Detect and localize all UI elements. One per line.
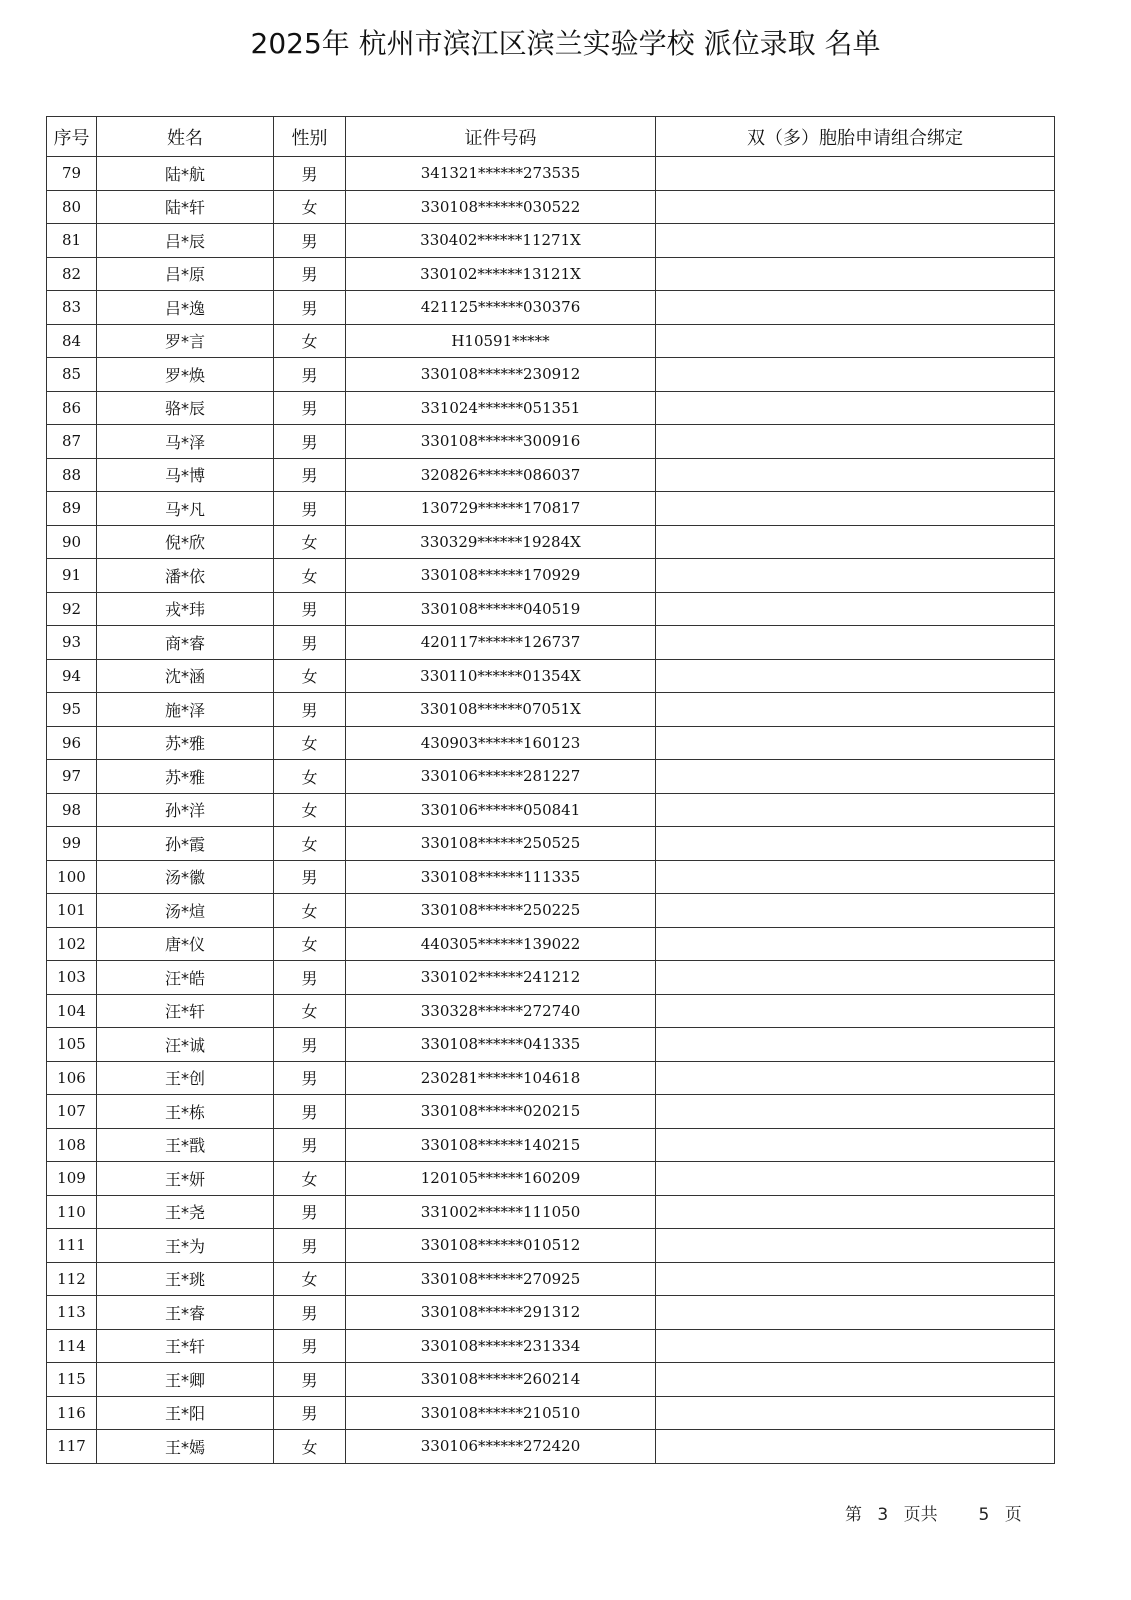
- twin-binding-cell: [656, 525, 1055, 559]
- table-row: [47, 1430, 1055, 1464]
- student-name-cell: 王*妍: [97, 1162, 274, 1196]
- student-name-cell: 王*阳: [97, 1396, 274, 1430]
- table-row: [47, 324, 1055, 358]
- gender-cell: 女: [274, 827, 346, 861]
- twin-binding-cell: [656, 659, 1055, 693]
- twin-binding-cell: [656, 1262, 1055, 1296]
- id-number-cell: 430903******160123: [346, 726, 656, 760]
- id-number-cell: 330108******260214: [346, 1363, 656, 1397]
- gender-cell: 男: [274, 391, 346, 425]
- gender-cell: 女: [274, 324, 346, 358]
- student-name-cell: 吕*逸: [97, 291, 274, 325]
- student-name-cell: 马*博: [97, 458, 274, 492]
- table-row: [47, 1296, 1055, 1330]
- table-row: [47, 793, 1055, 827]
- table-row: [47, 827, 1055, 861]
- table-header-row: [47, 117, 1055, 157]
- footer-prefix: 第: [845, 1505, 862, 1525]
- student-name-cell: 罗*焕: [97, 358, 274, 392]
- student-name-cell: 王*睿: [97, 1296, 274, 1330]
- twin-binding-cell: [656, 425, 1055, 459]
- table-row: [47, 1396, 1055, 1430]
- twin-binding-cell: [656, 391, 1055, 425]
- id-number-cell: 330108******030522: [346, 190, 656, 224]
- twin-binding-cell: [656, 458, 1055, 492]
- row-index-cell: 83: [47, 291, 97, 325]
- id-number-cell: 330106******281227: [346, 760, 656, 794]
- student-name-cell: 唐*仪: [97, 927, 274, 961]
- table-row: [47, 224, 1055, 258]
- table-row: [47, 1363, 1055, 1397]
- footer-current-page: 3: [877, 1505, 889, 1525]
- id-number-cell: 330108******041335: [346, 1028, 656, 1062]
- id-number-cell: 330108******231334: [346, 1329, 656, 1363]
- row-index-cell: 112: [47, 1262, 97, 1296]
- table-row: [47, 1128, 1055, 1162]
- twin-binding-cell: [656, 1229, 1055, 1263]
- row-index-cell: 109: [47, 1162, 97, 1196]
- gender-cell: 女: [274, 1430, 346, 1464]
- gender-cell: 女: [274, 190, 346, 224]
- table-row: [47, 927, 1055, 961]
- twin-binding-cell: [656, 559, 1055, 593]
- row-index-cell: 79: [47, 157, 97, 191]
- id-number-cell: 230281******104618: [346, 1061, 656, 1095]
- twin-binding-cell: [656, 1028, 1055, 1062]
- row-index-cell: 106: [47, 1061, 97, 1095]
- student-name-cell: 汪*皓: [97, 961, 274, 995]
- row-index-cell: 88: [47, 458, 97, 492]
- row-index-cell: 115: [47, 1363, 97, 1397]
- twin-binding-cell: [656, 1430, 1055, 1464]
- row-index-cell: 104: [47, 994, 97, 1028]
- student-name-cell: 戎*玮: [97, 592, 274, 626]
- twin-binding-cell: [656, 793, 1055, 827]
- id-number-cell: 330329******19284X: [346, 525, 656, 559]
- page-title: 2025年 杭州市滨江区滨兰实验学校 派位录取 名单: [250, 27, 881, 60]
- student-name-cell: 汪*轩: [97, 994, 274, 1028]
- student-name-cell: 马*凡: [97, 492, 274, 526]
- id-number-cell: 330102******241212: [346, 961, 656, 995]
- id-number-cell: 330108******291312: [346, 1296, 656, 1330]
- gender-cell: 女: [274, 559, 346, 593]
- student-name-cell: 王*戬: [97, 1128, 274, 1162]
- twin-binding-cell: [656, 1363, 1055, 1397]
- twin-binding-cell: [656, 324, 1055, 358]
- table-row: [47, 626, 1055, 660]
- gender-cell: 女: [274, 994, 346, 1028]
- table-row: [47, 994, 1055, 1028]
- twin-binding-cell: [656, 961, 1055, 995]
- gender-cell: 男: [274, 1128, 346, 1162]
- twin-binding-cell: [656, 994, 1055, 1028]
- twin-binding-cell: [656, 860, 1055, 894]
- row-index-cell: 91: [47, 559, 97, 593]
- gender-cell: 男: [274, 961, 346, 995]
- row-index-cell: 81: [47, 224, 97, 258]
- row-index-cell: 98: [47, 793, 97, 827]
- gender-cell: 男: [274, 1296, 346, 1330]
- student-name-cell: 王*珧: [97, 1262, 274, 1296]
- student-name-cell: 陆*轩: [97, 190, 274, 224]
- table-row: [47, 1095, 1055, 1129]
- footer-total-pages: 5: [978, 1505, 990, 1525]
- row-index-cell: 105: [47, 1028, 97, 1062]
- student-name-cell: 汤*徽: [97, 860, 274, 894]
- student-name-cell: 汤*煊: [97, 894, 274, 928]
- id-number-cell: H10591*****: [346, 324, 656, 358]
- twin-binding-cell: [656, 257, 1055, 291]
- table-row: [47, 458, 1055, 492]
- row-index-cell: 94: [47, 659, 97, 693]
- student-name-cell: 王*轩: [97, 1329, 274, 1363]
- id-number-cell: 330108******140215: [346, 1128, 656, 1162]
- student-name-cell: 汪*诚: [97, 1028, 274, 1062]
- twin-binding-cell: [656, 492, 1055, 526]
- table-row: [47, 1262, 1055, 1296]
- twin-binding-cell: [656, 1396, 1055, 1430]
- id-number-cell: 330108******020215: [346, 1095, 656, 1129]
- gender-cell: 女: [274, 1262, 346, 1296]
- table-row: [47, 291, 1055, 325]
- row-index-cell: 107: [47, 1095, 97, 1129]
- student-name-cell: 陆*航: [97, 157, 274, 191]
- twin-binding-cell: [656, 927, 1055, 961]
- gender-cell: 男: [274, 224, 346, 258]
- gender-cell: 男: [274, 1028, 346, 1062]
- gender-cell: 女: [274, 1162, 346, 1196]
- twin-binding-cell: [656, 157, 1055, 191]
- twin-binding-cell: [656, 1162, 1055, 1196]
- gender-cell: 女: [274, 894, 346, 928]
- id-number-cell: 331024******051351: [346, 391, 656, 425]
- gender-cell: 男: [274, 626, 346, 660]
- table-row: [47, 894, 1055, 928]
- id-number-cell: 420117******126737: [346, 626, 656, 660]
- student-name-cell: 苏*雅: [97, 760, 274, 794]
- gender-cell: 男: [274, 693, 346, 727]
- gender-cell: 男: [274, 860, 346, 894]
- id-number-cell: 330108******250525: [346, 827, 656, 861]
- id-number-cell: 421125******030376: [346, 291, 656, 325]
- table-row: [47, 391, 1055, 425]
- row-index-cell: 93: [47, 626, 97, 660]
- twin-binding-cell: [656, 358, 1055, 392]
- gender-cell: 男: [274, 358, 346, 392]
- header-name: 姓名: [97, 117, 274, 157]
- twin-binding-cell: [656, 894, 1055, 928]
- twin-binding-cell: [656, 693, 1055, 727]
- row-index-cell: 86: [47, 391, 97, 425]
- table-row: [47, 559, 1055, 593]
- header-index: 序号: [47, 117, 97, 157]
- table-row: [47, 492, 1055, 526]
- table-row: [47, 1329, 1055, 1363]
- id-number-cell: 320826******086037: [346, 458, 656, 492]
- row-index-cell: 95: [47, 693, 97, 727]
- table-row: [47, 425, 1055, 459]
- table-row: [47, 693, 1055, 727]
- admission-table: [46, 116, 1055, 1464]
- twin-binding-cell: [656, 1296, 1055, 1330]
- table-row: [47, 1061, 1055, 1095]
- twin-binding-cell: [656, 1061, 1055, 1095]
- gender-cell: 男: [274, 458, 346, 492]
- student-name-cell: 骆*辰: [97, 391, 274, 425]
- twin-binding-cell: [656, 626, 1055, 660]
- row-index-cell: 117: [47, 1430, 97, 1464]
- row-index-cell: 108: [47, 1128, 97, 1162]
- footer-suffix: 页: [1004, 1505, 1022, 1525]
- table-body: [47, 157, 1055, 1464]
- table-row: [47, 157, 1055, 191]
- gender-cell: 女: [274, 927, 346, 961]
- header-gender: 性别: [274, 117, 346, 157]
- admission-table-container: [46, 116, 1054, 1464]
- header-twin-binding: 双（多）胞胎申请组合绑定: [656, 117, 1055, 157]
- gender-cell: 男: [274, 425, 346, 459]
- id-number-cell: 130729******170817: [346, 492, 656, 526]
- id-number-cell: 330108******010512: [346, 1229, 656, 1263]
- row-index-cell: 100: [47, 860, 97, 894]
- student-name-cell: 王*为: [97, 1229, 274, 1263]
- student-name-cell: 吕*原: [97, 257, 274, 291]
- twin-binding-cell: [656, 1095, 1055, 1129]
- gender-cell: 男: [274, 1329, 346, 1363]
- student-name-cell: 孙*洋: [97, 793, 274, 827]
- gender-cell: 男: [274, 592, 346, 626]
- id-number-cell: 330108******040519: [346, 592, 656, 626]
- id-number-cell: 330108******170929: [346, 559, 656, 593]
- gender-cell: 男: [274, 1095, 346, 1129]
- gender-cell: 男: [274, 257, 346, 291]
- gender-cell: 女: [274, 793, 346, 827]
- id-number-cell: 330108******210510: [346, 1396, 656, 1430]
- gender-cell: 男: [274, 1061, 346, 1095]
- row-index-cell: 84: [47, 324, 97, 358]
- row-index-cell: 80: [47, 190, 97, 224]
- table-row: [47, 190, 1055, 224]
- table-row: [47, 592, 1055, 626]
- table-row: [47, 257, 1055, 291]
- gender-cell: 男: [274, 291, 346, 325]
- id-number-cell: 330108******300916: [346, 425, 656, 459]
- twin-binding-cell: [656, 1329, 1055, 1363]
- id-number-cell: 330328******272740: [346, 994, 656, 1028]
- student-name-cell: 王*尧: [97, 1195, 274, 1229]
- row-index-cell: 87: [47, 425, 97, 459]
- twin-binding-cell: [656, 827, 1055, 861]
- gender-cell: 女: [274, 525, 346, 559]
- row-index-cell: 92: [47, 592, 97, 626]
- row-index-cell: 99: [47, 827, 97, 861]
- gender-cell: 女: [274, 726, 346, 760]
- id-number-cell: 330108******270925: [346, 1262, 656, 1296]
- row-index-cell: 116: [47, 1396, 97, 1430]
- student-name-cell: 孙*霞: [97, 827, 274, 861]
- id-number-cell: 330108******230912: [346, 358, 656, 392]
- student-name-cell: 施*泽: [97, 693, 274, 727]
- table-row: [47, 961, 1055, 995]
- student-name-cell: 王*栋: [97, 1095, 274, 1129]
- footer-middle: 页共: [903, 1505, 938, 1525]
- twin-binding-cell: [656, 190, 1055, 224]
- table-row: [47, 1028, 1055, 1062]
- twin-binding-cell: [656, 592, 1055, 626]
- student-name-cell: 倪*欣: [97, 525, 274, 559]
- student-name-cell: 苏*雅: [97, 726, 274, 760]
- row-index-cell: 96: [47, 726, 97, 760]
- twin-binding-cell: [656, 224, 1055, 258]
- table-row: [47, 358, 1055, 392]
- table-row: [47, 726, 1055, 760]
- student-name-cell: 罗*言: [97, 324, 274, 358]
- id-number-cell: 330108******250225: [346, 894, 656, 928]
- student-name-cell: 潘*依: [97, 559, 274, 593]
- student-name-cell: 王*创: [97, 1061, 274, 1095]
- row-index-cell: 82: [47, 257, 97, 291]
- gender-cell: 女: [274, 760, 346, 794]
- twin-binding-cell: [656, 726, 1055, 760]
- table-row: [47, 1195, 1055, 1229]
- id-number-cell: 330110******01354X: [346, 659, 656, 693]
- id-number-cell: 330106******050841: [346, 793, 656, 827]
- id-number-cell: 330402******11271X: [346, 224, 656, 258]
- id-number-cell: 331002******111050: [346, 1195, 656, 1229]
- gender-cell: 男: [274, 492, 346, 526]
- table-row: [47, 1162, 1055, 1196]
- id-number-cell: 120105******160209: [346, 1162, 656, 1196]
- row-index-cell: 102: [47, 927, 97, 961]
- student-name-cell: 商*睿: [97, 626, 274, 660]
- row-index-cell: 113: [47, 1296, 97, 1330]
- twin-binding-cell: [656, 291, 1055, 325]
- table-row: [47, 659, 1055, 693]
- row-index-cell: 110: [47, 1195, 97, 1229]
- student-name-cell: 吕*辰: [97, 224, 274, 258]
- row-index-cell: 90: [47, 525, 97, 559]
- id-number-cell: 440305******139022: [346, 927, 656, 961]
- gender-cell: 女: [274, 659, 346, 693]
- row-index-cell: 89: [47, 492, 97, 526]
- twin-binding-cell: [656, 1128, 1055, 1162]
- row-index-cell: 103: [47, 961, 97, 995]
- table-row: [47, 1229, 1055, 1263]
- id-number-cell: 330108******07051X: [346, 693, 656, 727]
- student-name-cell: 马*泽: [97, 425, 274, 459]
- id-number-cell: 330108******111335: [346, 860, 656, 894]
- gender-cell: 男: [274, 157, 346, 191]
- id-number-cell: 341321******273535: [346, 157, 656, 191]
- table-row: [47, 860, 1055, 894]
- table-row: [47, 525, 1055, 559]
- gender-cell: 男: [274, 1229, 346, 1263]
- gender-cell: 男: [274, 1396, 346, 1430]
- student-name-cell: 沈*涵: [97, 659, 274, 693]
- row-index-cell: 85: [47, 358, 97, 392]
- student-name-cell: 王*卿: [97, 1363, 274, 1397]
- twin-binding-cell: [656, 760, 1055, 794]
- twin-binding-cell: [656, 1195, 1055, 1229]
- header-id-number: 证件号码: [346, 117, 656, 157]
- student-name-cell: 王*嫣: [97, 1430, 274, 1464]
- table-row: [47, 760, 1055, 794]
- gender-cell: 男: [274, 1195, 346, 1229]
- row-index-cell: 111: [47, 1229, 97, 1263]
- row-index-cell: 97: [47, 760, 97, 794]
- id-number-cell: 330106******272420: [346, 1430, 656, 1464]
- row-index-cell: 101: [47, 894, 97, 928]
- row-index-cell: 114: [47, 1329, 97, 1363]
- page-footer: [845, 1500, 1022, 1525]
- id-number-cell: 330102******13121X: [346, 257, 656, 291]
- gender-cell: 男: [274, 1363, 346, 1397]
